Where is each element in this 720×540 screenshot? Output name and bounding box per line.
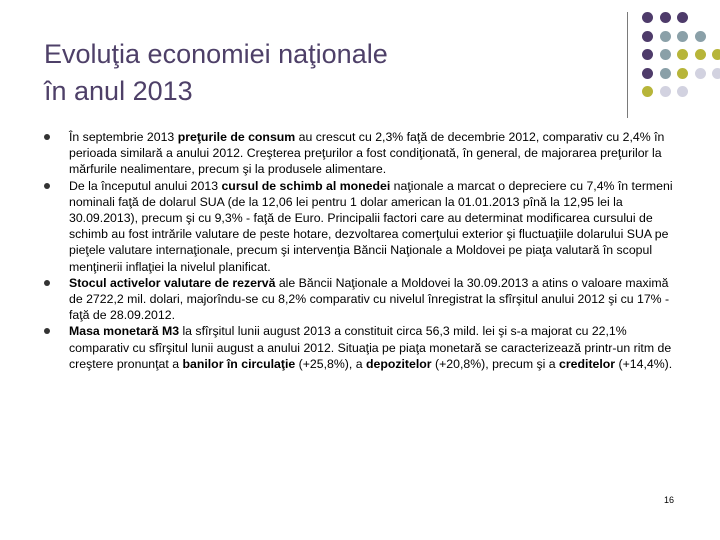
decorative-dot: [712, 68, 720, 79]
bullet-item-consumer-prices: În septembrie 2013 preţurile de consum au crescut cu 2,3% faţă de decembrie 2012, comparativ cu 2,4% în perioada similară a anului 2012. Creşterea preţurilor a fost condiţionată, în general, de majorarea preţurilor la mărfurile nealimentare, precum şi la produsele alimentare.: [44, 129, 684, 178]
title-line-1: Evoluţia economiei naţionale: [44, 39, 388, 69]
decorative-dot: [660, 86, 671, 97]
bold-term: Stocul activelor valutare de rezervă: [69, 275, 276, 290]
decorative-dot: [695, 31, 706, 42]
decorative-dot: [642, 68, 653, 79]
decorative-dot: [660, 31, 671, 42]
decorative-dot: [712, 49, 720, 60]
decorative-dot: [677, 12, 688, 23]
bold-term: cursul de schimb al monedei: [221, 178, 391, 193]
decorative-dot: [677, 31, 688, 42]
bold-term: creditelor: [559, 356, 616, 371]
decorative-dot: [660, 49, 671, 60]
decorative-dot: [642, 49, 653, 60]
bullet-marker-icon: [44, 134, 50, 140]
decorative-dot: [677, 68, 688, 79]
decorative-dot: [642, 12, 653, 23]
bold-term: preţurile de consum: [177, 130, 296, 144]
slide-title: [44, 36, 604, 110]
page-number: 16: [664, 495, 675, 505]
decorative-dot: [642, 31, 653, 42]
decorative-dot: [642, 86, 653, 97]
decorative-dot: [660, 12, 671, 23]
decorative-dot: [677, 49, 688, 60]
decorative-dot: [677, 86, 688, 97]
bullet-item-reserve-assets: Stocul activelor valutare de rezervă ale Băncii Naţionale a Moldovei la 30.09.2013 a atins o valoare maximă de 2722,2 mil. dolari, majorîndu-se cu 8,2% comparativ cu nivelul înregistrat la sfîrşitul anului 2012 şi cu 17% - faţă de 28.09.2012.: [44, 275, 684, 324]
bullet-marker-icon: [44, 183, 50, 189]
title-line-2: în anul 2013: [44, 76, 193, 106]
decorative-dot: [695, 68, 706, 79]
bold-term: banilor în circulaţie: [182, 356, 296, 371]
bullet-list: [44, 129, 684, 372]
bullet-marker-icon: [44, 328, 50, 334]
decorative-dot: [660, 68, 671, 79]
bullet-marker-icon: [44, 280, 50, 286]
bullet-item-exchange-rate: De la începutul anului 2013 cursul de schimb al monedei naţionale a marcat o depreciere cu 7,4% în termeni nominali faţă de dolarul SUA (de la 12,06 lei pentru 1 dolar american la 01.01.2013 pînă la 12,95 lei la 30.09.2013), precum şi cu 9,3% - faţă de Euro. Principalii factori care au determinat modificarea cursului de schimb au fost intrările valutare de peste hotare, dezvoltarea comerţului exterior şi fluctuaţiile dolarului SUA pe pieţele valutare internaţionale, precum şi intervenţia Băncii Naţionale a Moldovei pe piaţa valutară în scopul menţinerii inflaţiei la nivelul planificat.: [44, 178, 684, 275]
bold-term: Masa monetară M3: [69, 324, 180, 339]
decorative-dot: [695, 49, 706, 60]
bold-term: depozitelor: [365, 356, 432, 371]
bullet-item-money-supply: Masa monetară M3 la sfîrşitul lunii august 2013 a constituit circa 56,3 mild. lei şi s-a majorat cu 22,1% comparativ cu sfîrşitul lunii august a anului 2012. Situaţia pe piaţa monetară se caracterizează printr-un ritm de creştere pronunţat a banilor în circulaţie (+25,8%), a depozitelor (+20,8%), precum şi a creditelor (+14,4%).: [44, 323, 684, 372]
decorative-divider: [627, 12, 628, 118]
